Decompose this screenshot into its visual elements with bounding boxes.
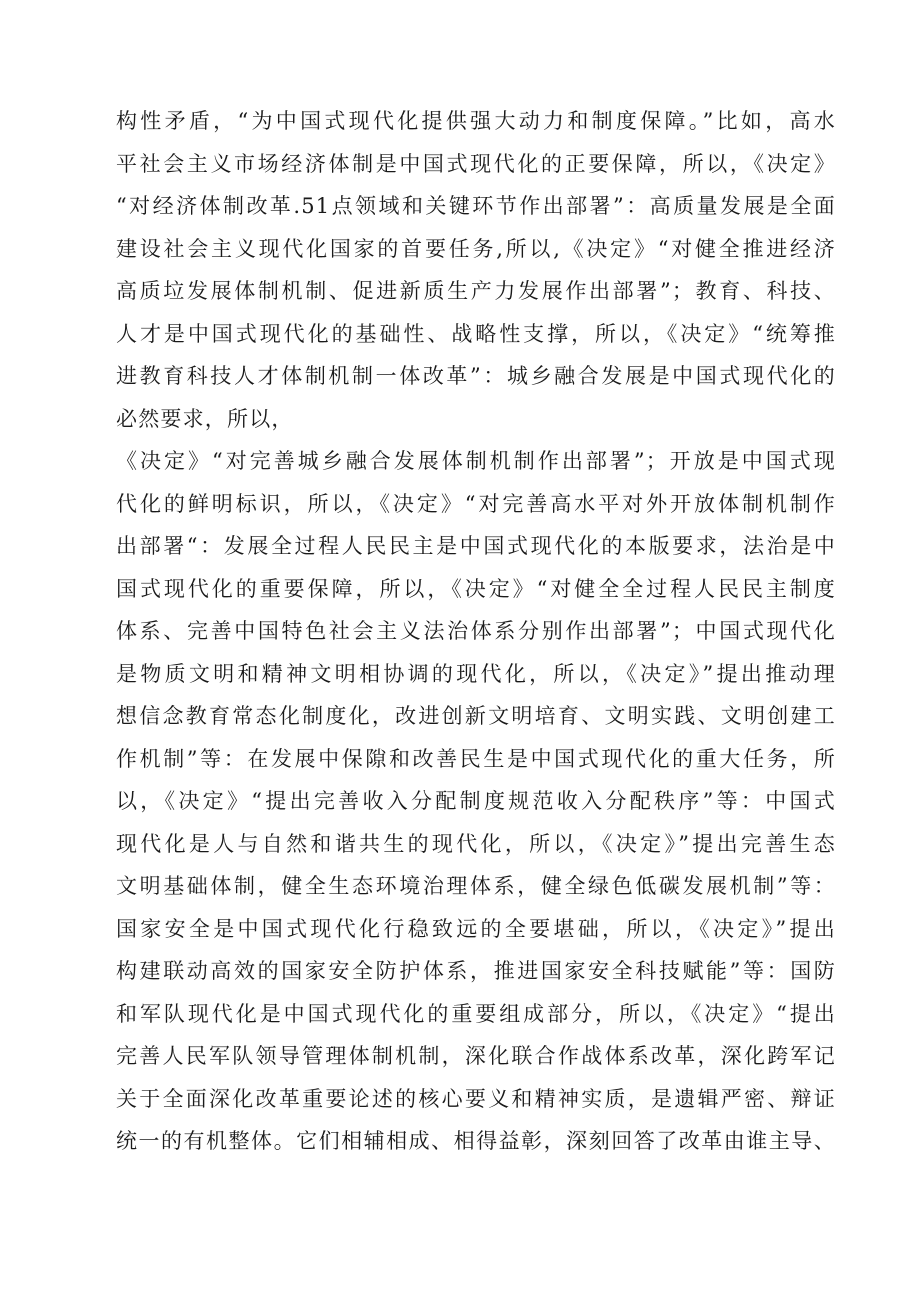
text-line: 高质垃发展体制机制、促进新质生产力发展作出部署”；教育、科技、 bbox=[116, 279, 836, 303]
text-line: 代化的鲜明标识，所以，《决定》“对完善高水平对外开放体制机制作 bbox=[116, 491, 836, 516]
text-line: 完善人民军队领导管理体制机制，深化联合作战体系改革，深化跨军记 bbox=[116, 1044, 836, 1068]
text-line: 想信念教育常态化制度化，改进创新文明培育、文明实践、文明创建工 bbox=[116, 704, 836, 728]
text-line: 和军队现代化是中国式现代化的重要组成部分，所以，《决定》“提出 bbox=[116, 1001, 836, 1026]
text-line: 作机制”等：在发展中保隙和改善民生是中国式现代化的重大任务，所 bbox=[116, 746, 836, 771]
text-line: 是物质文明和精神文明相协调的现代化，所以，《决定》”提出推动理 bbox=[116, 661, 836, 686]
text-line: 平社会主义市场经济体制是中国式现代化的正要保障，所以，《决定》 bbox=[116, 151, 836, 176]
body-text bbox=[116, 100, 836, 1163]
text-line: 人才是中国式现代化的基础性、战略性支撑，所以，《决定》“统筹推 bbox=[116, 321, 836, 346]
text-line: 以，《决定》“提出完善收入分配制度规范收入分配秩序”等：中国式 bbox=[116, 789, 836, 813]
text-line: 现代化是人与自然和谐共生的现代化，所以，《决定》”提出完善生态 bbox=[116, 831, 836, 856]
text-line: 建设社会主义现代化国家的首要任务,所以,《决定》“对健全推进经济 bbox=[116, 236, 836, 261]
text-line: 体系、完善中国特色社会主义法治体系分别作出部署”；中国式现代化 bbox=[116, 619, 836, 643]
text-line: 构性矛盾，“为中国式现代化提供强大动力和制度保障。”比如，高水 bbox=[116, 109, 836, 133]
text-line: 进教育科技人才体制机制一体改革”：城乡融合发展是中国式现代化的 bbox=[116, 364, 836, 388]
text-line: 构建联动高效的国家安全防护体系，推进国家安全科技赋能”等：国防 bbox=[116, 959, 836, 983]
text-line: 关于全面深化改革重要论述的核心要义和精神实质，是遗辑严密、辩证 bbox=[116, 1086, 836, 1111]
text-line: 国家安全是中国式现代化行稳致远的全要堪础，所以，《决定》”提出 bbox=[116, 916, 836, 941]
text-line: 统一的有机整体。它们相辅相成、相得益彰，深刻回答了改革由谁主导、 bbox=[116, 1129, 836, 1153]
text-line: 必然要求，所以， bbox=[116, 406, 294, 431]
text-line: 《决定》“对完善城乡融合发展体制机制作出部署”；开放是中国式现 bbox=[116, 449, 836, 473]
text-line: 文明基础体制，健全生态环境治理体系，健全绿色低碳发展机制”等： bbox=[116, 874, 836, 898]
text-line: “对经济体制改革.51点领域和关键环节作出部署”：高质量发展是全面 bbox=[116, 194, 836, 218]
text-line: 国式现代化的重要保障，所以，《决定》“对健全全过程人民民主制度 bbox=[116, 576, 836, 601]
text-line: 出部署“：发展全过程人民民主是中国式现代化的本版要求，法治是中 bbox=[116, 534, 836, 558]
